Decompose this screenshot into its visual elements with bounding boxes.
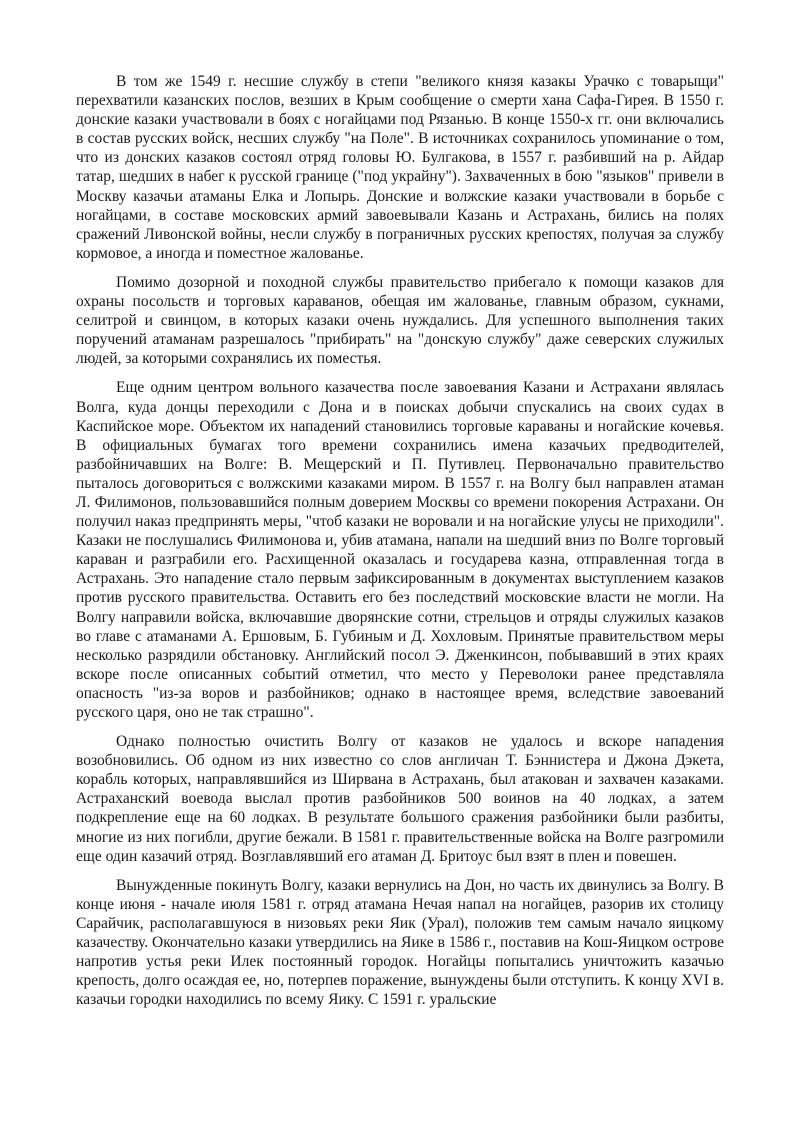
paragraph-2: Помимо дозорной и походной службы правительство прибегало к помощи казаков для охраны посольств и торговых караванов, обещая им жалованье, главным образом, сукнами, селитрой и свинцом, в которых казаки очень нуждались. Для успешного выполнения таких поручений атаманам разрешалось "прибирать" на "донскую службу" даже северских служилых людей, за которыми сохранялись их поместья. — [76, 273, 724, 368]
paragraph-4: Однако полностью очистить Волгу от казаков не удалось и вскоре нападения возобновились. Об одном из них известно со слов англичан Т. Бэнниcтера и Джона Дэкета, корабль которых, направлявшийся из Ширвана в Астрахань, был атакован и захвачен казаками. Астраханский воевода выслал против разбойников 500 воинов на 40 лодках, а затем подкрепление еще на 60 лодках. В результате большого сражения разбойники были разбиты, многие из них погибли, другие бежали. В 1581 г. правительственные войска на Волге разгромили еще один казачий отряд. Возглавлявший его атаман Д. Бритоус был взят в плен и повешен. — [76, 733, 724, 865]
document-page — [76, 72, 724, 1019]
paragraph-3: Еще одним центром вольного казачества после завоевания Казани и Астрахани являлась Волга, куда донцы переходили с Дона и в поисках добычи спускались на своих судах в Каспийское море. Объектом их нападений становились торговые караваны и ногайские кочевья. В официальных бумагах того времени сохранились имена казачьих предводителей, разбойничавших на Волге: В. Мещерский и П. Путивлец. Первоначально правительство пыталось договориться с волжскими казаками миром. В 1557 г. на Волгу был направлен атаман Л. Филимонов, пользовавшийся полным доверием Москвы со времени покорения Астрахани. Он получил наказ предпринять меры, "чтоб казаки не воровали и на ногайские улусы не приходили". Казаки не послушались Филимонова и, убив атамана, напали на шедший вниз по Волге торговый караван и разграбили его. Расхищенной оказалась и государева казна, отправленная тогда в Астрахань. Это нападение стало первым зафиксированным в документах выступлением казаков против русского правительства. Оставить его без последствий московские власти не могли. На Волгу направили войска, включавшие дворянские сотни, стрельцов и отряды служилых казаков во главе с атаманами А. Ершовым, Б. Губиным и Д. Хохловым. Принятые правительством меры несколько разрядили обстановку. Английский посол Э. Дженкинсон, побывавший в этих краях вскоре после описанных событий отметил, что место у Переволоки ранее представляла опасность "из-за воров и разбойников; однако в настоящее время, вследствие завоеваний русского царя, оно не так страшно". — [76, 379, 724, 721]
paragraph-1: В том же 1549 г. несшие службу в степи "великого князя казакы Урачко с товарыщи" перехватили казанских послов, везших в Крым сообщение о смерти хана Сафа-Гирея. В 1550 г. донские казаки участвовали в боях с ногайцами под Рязанью. В конце 1550-х гг. они включались в состав русских войск, несших службу "на Поле". В источниках сохранилось упоминание о том, что из донских казаков состоял отряд головы Ю. Булгакова, в 1557 г. разбивший на р. Айдар татар, шедших в набег к русской границе ("под украйну"). Захваченных в бою "языков" привели в Москву казачьи атаманы Елка и Лопырь. Донские и волжские казаки участвовали в борьбе с ногайцами, в составе московских армий завоевывали Казань и Астрахань, бились на полях сражений Ливонской войны, несли службу в пограничных русских крепостях, получая за службу кормовое, а иногда и поместное жалованье. — [76, 73, 724, 262]
paragraph-5: Вынужденные покинуть Волгу, казаки вернулись на Дон, но часть их двинулись за Волгу. В конце июня - начале июля 1581 г. отряд атамана Нечая напал на ногайцев, разорив их столицу Сарайчик, располагавшуюся в низовьях реки Яик (Урал), положив тем самым начало яицкому казачеству. Окончательно казаки утвердились на Яике в 1586 г., поставив на Кош-Яицком острове напротив устья реки Илек постоянный городок. Ногайцы попытались уничтожить казачью крепость, долго осаждая ее, но, потерпев поражение, вынуждены были отступить. К концу XVI в. казачьи городки находились по всему Яику. С 1591 г. уральские — [76, 876, 724, 1009]
